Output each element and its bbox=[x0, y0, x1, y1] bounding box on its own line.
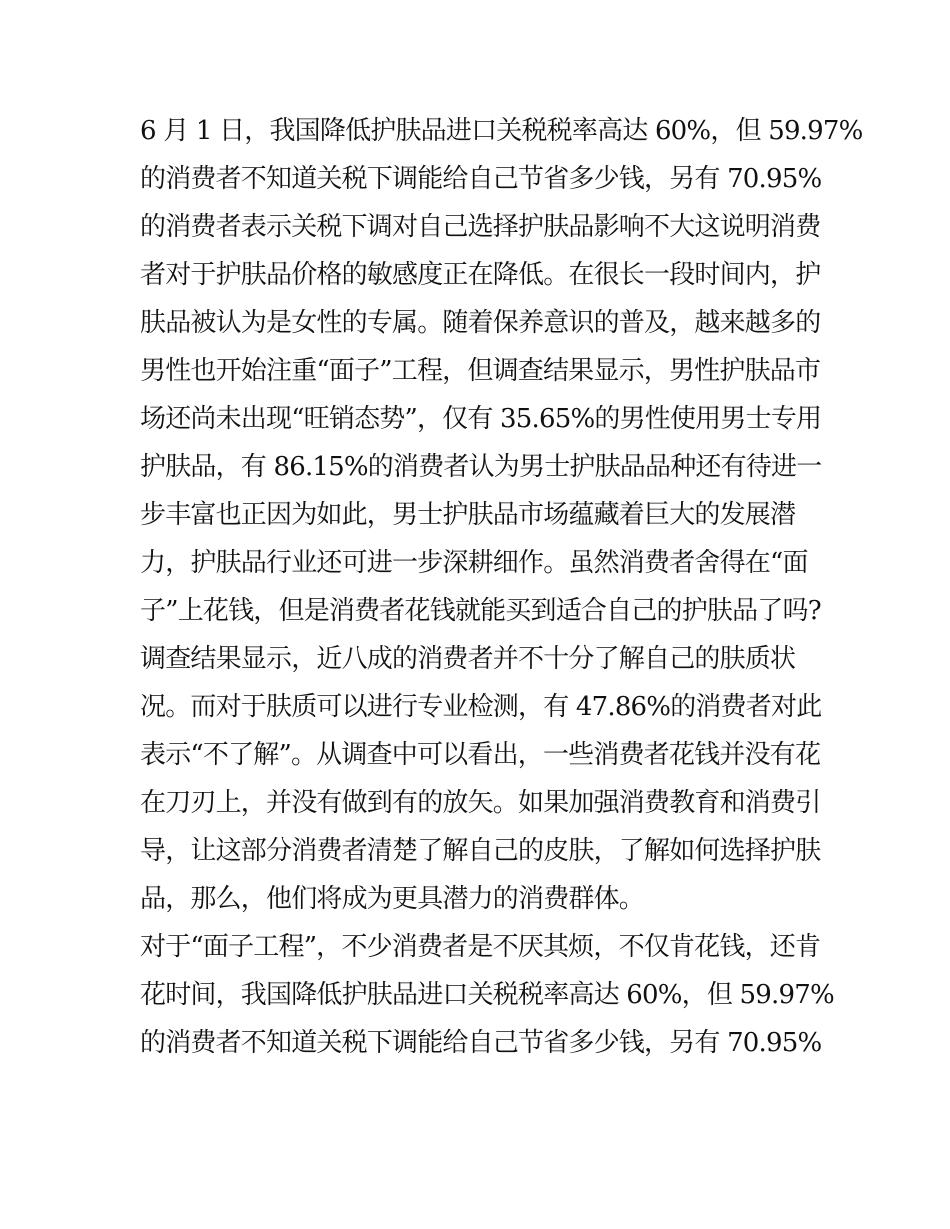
text-line: 肤品被认为是女性的专属。随着保养意识的普及，越来越多的 bbox=[140, 308, 821, 338]
text-line: 场还尚未出现“旺销态势”，仅有 35.65%的男性使用男士专用 bbox=[140, 404, 822, 434]
text-line: 对于“面子工程”，不少消费者是不厌其烦，不仅肯花钱，还肯 bbox=[140, 932, 821, 962]
text-line: 护肤品，有 86.15%的消费者认为男士护肤品品种还有待进一 bbox=[140, 452, 822, 482]
text-line: 的消费者不知道关税下调能给自己节省多少钱，另有 70.95% bbox=[140, 164, 822, 194]
text-line: 子”上花钱，但是消费者花钱就能买到适合自己的护肤品了吗? bbox=[140, 596, 821, 626]
text-line: 6 月 1 日，我国降低护肤品进口关税税率高达 60%，但 59.97% bbox=[140, 116, 863, 146]
text-line: 步丰富也正因为如此，男士护肤品市场蕴藏着巨大的发展潜 bbox=[140, 500, 796, 530]
text-line: 者对于护肤品价格的敏感度正在降低。在很长一段时间内，护 bbox=[140, 260, 821, 290]
text-line: 导，让这部分消费者清楚了解自己的皮肤，了解如何选择护肤 bbox=[140, 836, 821, 866]
text-line: 况。而对于肤质可以进行专业检测，有 47.86%的消费者对此 bbox=[140, 692, 822, 722]
text-line: 花时间，我国降低护肤品进口关税税率高达 60%，但 59.97% bbox=[140, 980, 834, 1010]
text-line: 表示“不了解”。从调查中可以看出，一些消费者花钱并没有花 bbox=[140, 740, 821, 770]
text-line: 力，护肤品行业还可进一步深耕细作。虽然消费者舍得在“面 bbox=[140, 548, 808, 578]
body-text bbox=[140, 107, 863, 1067]
text-line: 品，那么，他们将成为更具潜力的消费群体。 bbox=[140, 884, 645, 914]
text-line: 的消费者表示关税下调对自己选择护肤品影响不大这说明消费 bbox=[140, 212, 821, 242]
text-line: 男性也开始注重“面子”工程，但调查结果显示，男性护肤品市 bbox=[140, 356, 821, 386]
text-line: 在刀刃上，并没有做到有的放矢。如果加强消费教育和消费引 bbox=[140, 788, 821, 818]
text-line: 的消费者不知道关税下调能给自己节省多少钱，另有 70.95% bbox=[140, 1028, 822, 1058]
text-line: 调查结果显示，近八成的消费者并不十分了解自己的肤质状 bbox=[140, 644, 796, 674]
